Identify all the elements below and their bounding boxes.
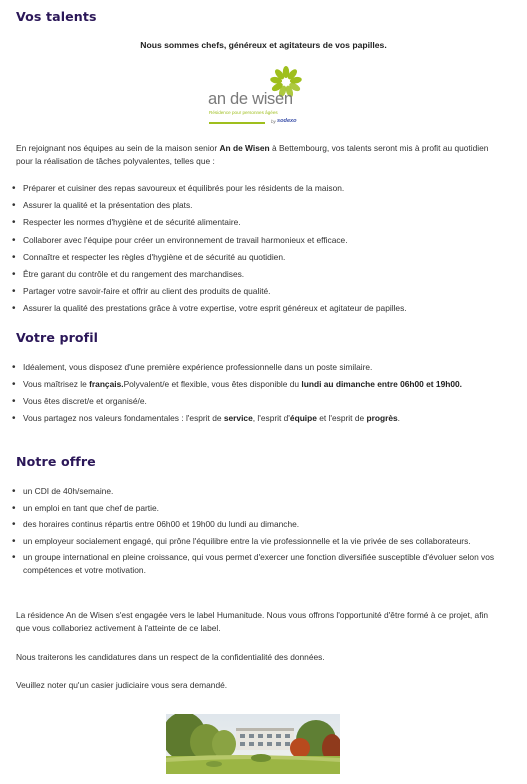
list-item: • Préparer et cuisiner des repas savoureux et équilibrés pour les résidents de la maison. [23,182,503,195]
value-service: service [223,413,253,423]
profil-text: Polyvalent/e et flexible, vous êtes disponible du [123,379,302,389]
logo-underline [209,122,265,124]
profil-text: et l'esprit de [316,413,367,423]
value-progres: progrès [366,413,398,423]
sodexo-logo: sodexo [277,118,297,124]
intro-company-name: An de Wisen [219,143,270,153]
profil-text: , l'esprit d' [252,413,290,423]
list-item: • Assurer la qualité des prestations grâce à votre expertise, votre esprit généreux et agitateur de papilles. [23,302,503,315]
intro-paragraph [16,142,503,168]
intro-text-1: En rejoignant nos équipes au sein de la maison senior [16,143,220,153]
list-item: • des horaires continus répartis entre 06h00 et 19h00 du lundi au dimanche. [23,518,503,531]
profil-language: français. [89,379,124,389]
profil-availability: lundi au dimanche entre 06h00 et 19h00. [301,379,462,389]
offre-list [23,485,503,581]
list-item [23,412,503,425]
intro-text-2: à Bettembourg, vos talents seront mis à profit au quotidien pour la réalisation de tâches polyvalentes, telles que : [16,143,489,166]
residence-illustration [166,714,340,774]
criminal-record-paragraph: Veuillez noter qu'un casier judiciaire vous sera demandé. [16,680,228,690]
list-item: • Vous êtes discret/e et organisé/e. [23,395,503,408]
list-item: • un groupe international en pleine croissance, qui vous permet d'exercer une fonction diversifiée susceptible d'évoluer selon vos compétences et votre motivation. [23,551,503,577]
an-de-wisen-logo [205,66,305,128]
list-item [23,378,503,391]
logo-tagline: Résidence pour personnes âgées [209,110,278,115]
list-item: • Connaître et respecter les règles d'hygiène et de sécurité au quotidien. [23,251,503,264]
talents-list [23,182,503,320]
list-item: • Être garant du contrôle et du rangement des marchandises. [23,268,503,281]
profil-list [23,361,503,429]
value-equipe: équipe [289,413,317,423]
list-item: • Partager votre savoir-faire et offrir au client des produits de qualité. [23,285,503,298]
logo-by: by [271,119,276,124]
residence-photo [166,714,340,774]
section-title-talents: Vos talents [16,9,97,24]
list-item: • Respecter les normes d'hygiène et de sécurité alimentaire. [23,216,503,229]
profil-text: Vous partagez nos valeurs fondamentales : l'esprit de [23,413,224,423]
list-item: • un CDI de 40h/semaine. [23,485,503,498]
logo-brand-text: an de wisen [208,90,293,108]
confidentiality-paragraph: Nous traiterons les candidatures dans un respect de la confidentialité des données. [16,652,325,662]
tagline: Nous sommes chefs, généreux et agitateurs de vos papilles. [140,40,387,50]
list-item: • un employeur socialement engagé, qui prône l'équilibre entre la vie professionnelle et la vie privée de ses collaborateurs. [23,535,503,548]
profil-text: . [397,413,400,423]
section-title-profil: Votre profil [16,330,99,345]
section-title-offre: Notre offre [16,454,96,469]
list-item: • un emploi en tant que chef de partie. [23,502,503,515]
profil-text: Vous maîtrisez le [23,379,90,389]
list-item: • Collaborer avec l'équipe pour créer un environnement de travail harmonieux et efficace. [23,234,503,247]
humanitude-paragraph: La résidence An de Wisen s'est engagée vers le label Humanitude. Nous vous offrons l'opportunité d'être formé à ce projet, afin que vous collaboriez activement à l'atteinte de ce label. [16,610,489,633]
list-item: • Assurer la qualité et la présentation des plats. [23,199,503,212]
list-item: • Idéalement, vous disposez d'une première expérience professionnelle dans un poste similaire. [23,361,503,374]
